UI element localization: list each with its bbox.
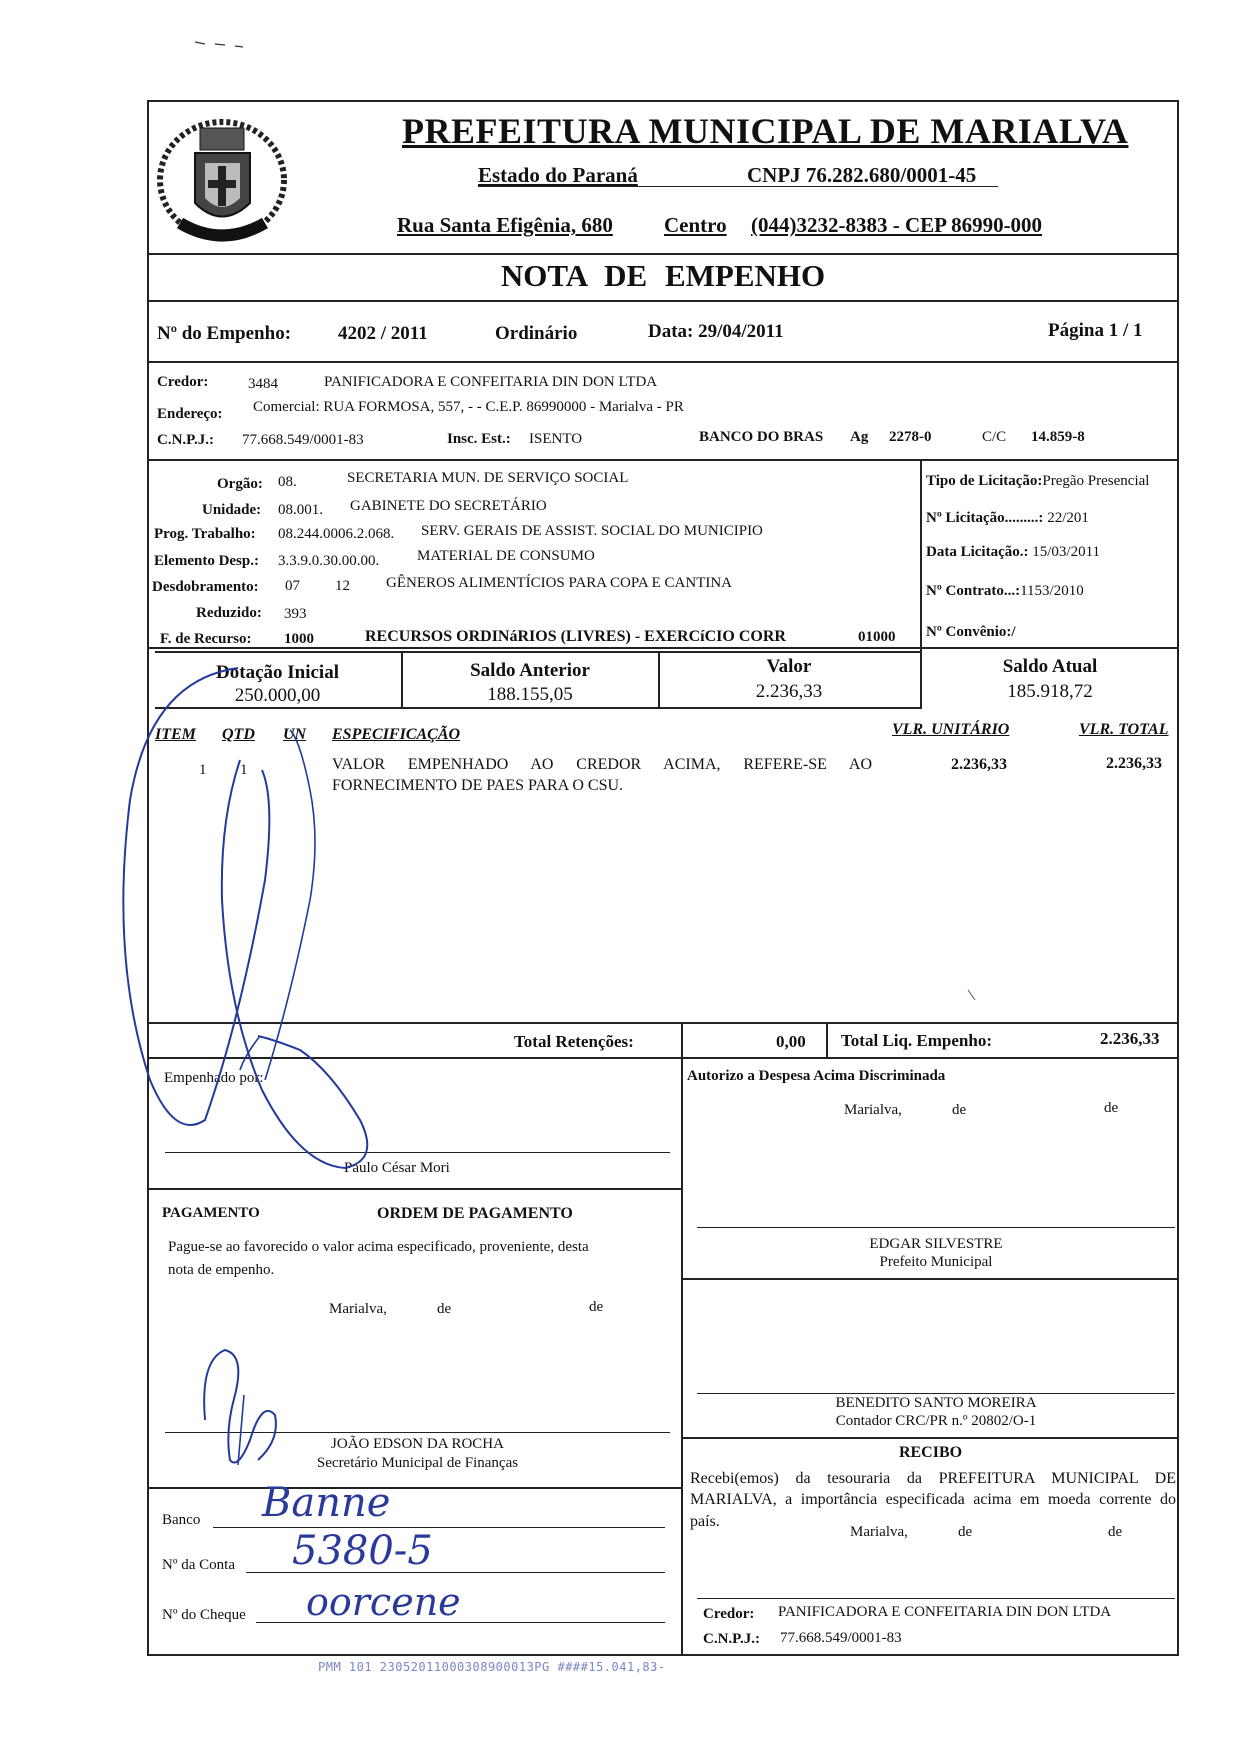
reduzido-label: Reduzido:	[196, 605, 262, 621]
header-address: Rua Santa Efigênia, 680	[397, 213, 613, 237]
cheque-label: Nº do Cheque	[162, 1607, 246, 1623]
ordem-pagamento-label: ORDEM DE PAGAMENTO	[377, 1205, 573, 1222]
licitacao-tipo-label-text: Tipo de Licitação:	[926, 473, 1043, 489]
desdobramento-value: GÊNEROS ALIMENTÍCIOS PARA COPA E CANTINA	[386, 575, 733, 591]
elemento-label: Elemento Desp.:	[154, 553, 259, 569]
recibo-text-line1: Recebi(emos) da tesouraria da PREFEITURA MUNICIPAL DE	[690, 1470, 1176, 1487]
total-liq-value: 2.236,33	[1100, 1029, 1160, 1048]
cnpj-label: C.N.P.J.:	[157, 432, 214, 448]
agency-value: 2278-0	[889, 429, 932, 445]
orgao-value: SECRETARIA MUN. DE SERVIÇO SOCIAL	[347, 470, 629, 486]
pagamento-city: Marialva,	[329, 1301, 387, 1317]
doc-title: NOTA DE EMPENHO	[500, 258, 826, 293]
autorizo-label: Autorizo a Despesa Acima Discriminada	[687, 1068, 946, 1084]
fonte-label: F. de Recurso:	[160, 631, 252, 647]
retencoes-value: 0,00	[776, 1032, 806, 1051]
recibo-text-line2: MARIALVA, a importância especificada acima em moeda corrente do	[690, 1491, 1176, 1508]
header-district: Centro	[664, 213, 727, 237]
retencoes-label: Total Retenções:	[514, 1032, 634, 1051]
insc-label: Insc. Est.:	[447, 431, 511, 447]
licitacao-num-label: Nº Licitação.........:	[926, 510, 1044, 526]
contador-title: Contador CRC/PR n.º 20802/O-1	[835, 1413, 1037, 1429]
saldo-atual-value: 185.918,72	[1007, 681, 1093, 702]
licitacao-num-value: 22/201	[1047, 510, 1089, 526]
account-label: C/C	[982, 429, 1007, 445]
dotacao-value: 250.000,00	[234, 685, 321, 706]
prefeito-name: EDGAR SILVESTRE	[869, 1236, 1003, 1252]
elemento-code: 3.3.9.0.30.00.00.	[278, 553, 380, 569]
saldo-anterior-value: 188.155,05	[487, 684, 573, 705]
total-liq-label: Total Liq. Empenho:	[841, 1031, 992, 1050]
prog-value: SERV. GERAIS DE ASSIST. SOCIAL DO MUNICIPIO	[421, 523, 763, 539]
banco-label: Banco	[162, 1512, 201, 1528]
item-espec-line1: VALOR EMPENHADO AO CREDOR ACIMA, REFERE-SE AO	[332, 756, 872, 773]
prog-code: 08.244.0006.2.068.	[278, 526, 395, 542]
autorizo-de1: de	[952, 1102, 967, 1118]
col-espec-header: ESPECIFICAÇÃO	[332, 726, 461, 743]
pagamento-label: PAGAMENTO	[162, 1205, 260, 1221]
recibo-credor-value: PANIFICADORA E CONFEITARIA DIN DON LTDA	[778, 1604, 1112, 1620]
banco-handwritten: Banne	[262, 1480, 391, 1526]
desdobramento-code1: 07	[285, 578, 300, 594]
credor-label: Credor:	[157, 374, 209, 390]
orgao-label: Orgão:	[217, 476, 263, 492]
valor-value: 2.236,33	[755, 681, 823, 702]
empenhado-label: Empenhado por:	[164, 1070, 264, 1086]
empenho-type: Ordinário	[495, 323, 578, 344]
prefeito-title: Prefeito Municipal	[879, 1254, 993, 1270]
fonte-code: 1000	[284, 631, 314, 647]
licitacao-data-label: Data Licitação.:	[926, 544, 1029, 560]
pagamento-de1: de	[437, 1301, 452, 1317]
licitacao-data-value: 15/03/2011	[1032, 544, 1101, 560]
agency-label: Ag	[850, 429, 869, 445]
recibo-credor-label: Credor:	[703, 1606, 755, 1622]
recibo-de2: de	[1108, 1524, 1123, 1540]
contador-name: BENEDITO SANTO MOREIRA	[835, 1395, 1037, 1411]
page-number: Página 1 / 1	[1048, 320, 1143, 341]
unidade-value: GABINETE DO SECRETÁRIO	[350, 498, 547, 514]
prog-label: Prog. Trabalho:	[154, 526, 256, 542]
header-title: PREFEITURA MUNICIPAL DE MARIALVA	[402, 111, 1129, 151]
item-vtotal: 2.236,33	[1106, 755, 1162, 772]
bank-name: BANCO DO BRAS	[699, 429, 824, 445]
item-espec-line2: FORNECIMENTO DE PAES PARA O CSU.	[332, 777, 624, 794]
elemento-value: MATERIAL DE CONSUMO	[417, 548, 595, 564]
credor-code: 3484	[248, 376, 278, 392]
saldo-anterior-label: Saldo Anterior	[470, 660, 590, 681]
autorizo-de2: de	[1104, 1100, 1119, 1116]
credor-cnpj: 77.668.549/0001-83	[242, 432, 364, 448]
recibo-cnpj-label: C.N.P.J.:	[703, 1631, 760, 1647]
recibo-de1: de	[958, 1524, 973, 1540]
credor-name: PANIFICADORA E CONFEITARIA DIN DON LTDA	[324, 374, 658, 390]
dotacao-label: Dotação Inicial	[216, 662, 339, 683]
cheque-handwritten: oorcene	[306, 1580, 461, 1624]
desdobramento-code2: 12	[335, 578, 350, 594]
orgao-code: 08.	[278, 474, 297, 490]
recibo-text-line3: país.	[690, 1513, 720, 1530]
header-cnpj: CNPJ 76.282.680/0001-45	[747, 163, 977, 187]
col-qtd-header: QTD	[222, 726, 255, 743]
fonte-num: 01000	[858, 629, 896, 645]
recibo-title: RECIBO	[898, 1444, 963, 1461]
desdobramento-label: Desdobramento:	[152, 579, 259, 595]
recibo-cnpj-value: 77.668.549/0001-83	[780, 1630, 902, 1646]
account-value: 14.859-8	[1031, 429, 1085, 445]
secretario-name: JOÃO EDSON DA ROCHA	[331, 1436, 504, 1452]
endereco-value: Comercial: RUA FORMOSA, 557, - - C.E.P. 86990000 - Marialva - PR	[253, 399, 684, 415]
fonte-value: RECURSOS ORDINáRIOS (LIVRES) - EXERCíCIO CORR	[365, 628, 786, 645]
contrato-value: 1153/2010	[1020, 583, 1084, 599]
col-vunit-header: VLR. UNITÁRIO	[892, 721, 1010, 738]
empenho-num-label: Nº do Empenho:	[157, 323, 292, 344]
item-qtd: 1	[240, 762, 248, 778]
convenio-label: Nº Convênio:/	[926, 624, 1016, 640]
reduzido-value: 393	[284, 606, 307, 622]
autorizo-city: Marialva,	[844, 1102, 902, 1118]
endereco-label: Endereço:	[157, 406, 223, 422]
valor-label: Valor	[766, 656, 812, 677]
col-un-header: UN	[283, 726, 307, 743]
header-state: Estado do Paraná	[478, 163, 638, 187]
licitacao-tipo-value: Pregão Presencial	[1042, 473, 1150, 489]
col-item-header: ITEM	[155, 726, 196, 743]
empenhado-name: Paulo César Mori	[344, 1160, 450, 1176]
header-phone: (044)3232-8383 - CEP 86990-000	[751, 213, 1043, 237]
unidade-code: 08.001.	[278, 502, 323, 518]
insc-value: ISENTO	[529, 431, 583, 447]
secretario-title: Secretário Municipal de Finanças	[316, 1455, 519, 1471]
unidade-label: Unidade:	[202, 502, 262, 518]
pagamento-text-line2: nota de empenho.	[168, 1262, 275, 1278]
recibo-city: Marialva,	[850, 1524, 908, 1540]
footer-stamp: PMM 101 23052011000308900013PG ####15.041,83-	[318, 1660, 666, 1674]
item-number: 1	[199, 762, 207, 778]
empenho-date: Data: 29/04/2011	[648, 321, 784, 342]
saldo-atual-label: Saldo Atual	[1002, 656, 1098, 677]
empenho-num: 4202 / 2011	[338, 323, 428, 344]
pagamento-de2: de	[589, 1299, 604, 1315]
col-vtotal-header: VLR. TOTAL	[1079, 721, 1169, 738]
conta-handwritten: 5380-5	[292, 1528, 433, 1574]
conta-label: Nº da Conta	[162, 1557, 235, 1573]
pagamento-text-line1: Pague-se ao favorecido o valor acima especificado, proveniente, desta	[168, 1239, 589, 1255]
item-vunit: 2.236,33	[951, 756, 1007, 773]
contrato-label: Nº Contrato...:	[926, 583, 1021, 599]
